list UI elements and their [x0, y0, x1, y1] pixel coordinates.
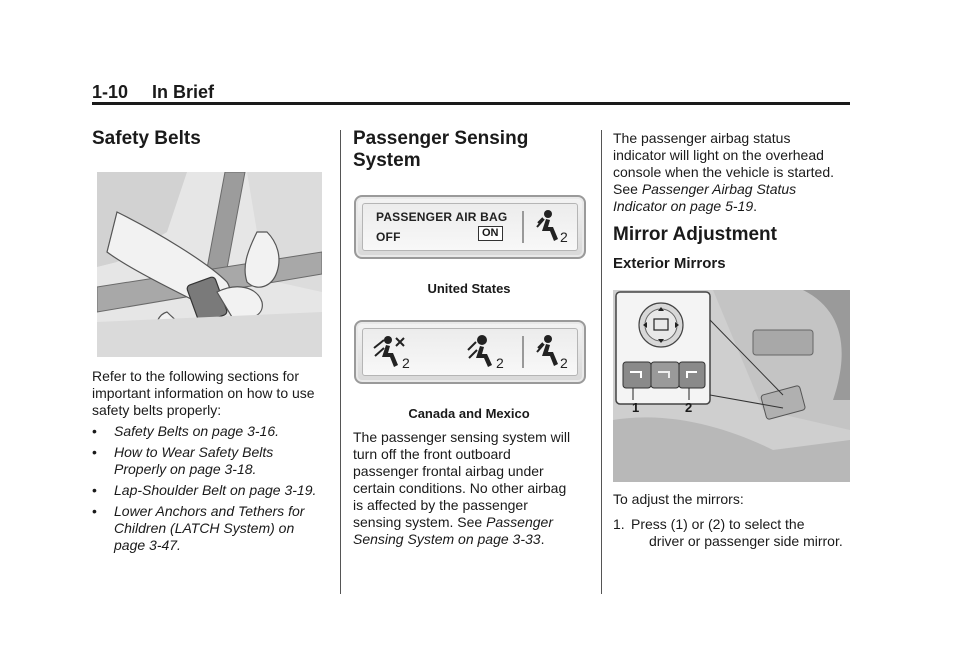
- column-1-body: [92, 368, 337, 554]
- ps-line-6: sensing system. See: [353, 514, 487, 530]
- column-2-body: [353, 429, 598, 548]
- safety-belt-illustration: [97, 172, 322, 357]
- bullet-dot: •: [92, 503, 97, 519]
- passenger-sensing-heading-l1: Passenger Sensing: [353, 128, 529, 149]
- panel-sub-2: 2: [560, 229, 568, 245]
- panel-on-label: ON: [478, 226, 503, 241]
- status-period: .: [753, 198, 757, 214]
- link-passenger-sensing-l2[interactable]: Sensing System on page 3-33: [353, 531, 541, 547]
- ps-period: .: [540, 531, 545, 547]
- panel-sub-2-a: 2: [402, 355, 410, 371]
- status-see: See: [613, 181, 642, 197]
- bullet-dot: •: [92, 482, 97, 498]
- ps-line-5: is affected by the passenger: [353, 497, 528, 513]
- column-divider-2: [601, 130, 602, 594]
- section-title: In Brief: [152, 82, 215, 102]
- link-how-to-wear-l1[interactable]: How to Wear Safety Belts: [114, 444, 274, 460]
- bullet-lap-shoulder[interactable]: [92, 482, 337, 499]
- column-3-top: [613, 130, 858, 215]
- mirror-figure-svg: [613, 290, 850, 482]
- ps-line-4: certain conditions. No other airbag: [353, 480, 567, 496]
- bullet-how-to-wear[interactable]: [92, 444, 337, 478]
- bullet-safety-belts[interactable]: [92, 423, 337, 440]
- status-line-3: console when the vehicle is started.: [613, 164, 835, 180]
- panel-off-text: OFF: [376, 230, 401, 244]
- mirror-control-illustration: [613, 290, 850, 482]
- us-airbag-indicator-panel: [354, 195, 586, 259]
- header-rule: [92, 102, 850, 105]
- column-3-bottom: [613, 491, 858, 550]
- ps-line-2: turn off the front outboard: [353, 446, 511, 462]
- adjust-intro: To adjust the mirrors:: [613, 491, 744, 507]
- panel-sub-2-b: 2: [496, 355, 504, 371]
- figure-label-2: 2: [685, 400, 693, 415]
- mirror-adjustment-heading: Mirror Adjustment: [613, 224, 777, 245]
- link-airbag-status-l2[interactable]: Indicator on page 5-19: [613, 198, 754, 214]
- canada-airbag-indicator-panel: [354, 320, 586, 384]
- ps-line-1: The passenger sensing system will: [353, 429, 571, 445]
- exterior-mirrors-heading: Exterior Mirrors: [613, 255, 726, 272]
- step-number: 1.: [613, 516, 625, 532]
- caption-united-states: United States: [427, 281, 511, 296]
- intro-line-3: safety belts properly:: [92, 402, 222, 418]
- status-line-2: indicator will light on the overhead: [613, 147, 824, 163]
- link-latch-l3[interactable]: page 3-47.: [114, 537, 181, 553]
- step-1-line-2: driver or passenger side mirror.: [649, 533, 843, 549]
- link-safety-belts[interactable]: Safety Belts on page 3-16.: [114, 423, 279, 439]
- ps-line-3: passenger frontal airbag under: [353, 463, 544, 479]
- step-1-line-1: Press (1) or (2) to select the: [631, 516, 805, 532]
- link-passenger-sensing-l1[interactable]: Passenger: [486, 514, 553, 530]
- status-line-1: The passenger airbag status: [613, 130, 791, 146]
- link-airbag-status-l1[interactable]: Passenger Airbag Status: [641, 181, 797, 197]
- exterior-mirrors-block: [613, 255, 858, 273]
- seatbelt-figure-svg: [97, 172, 322, 357]
- panel-sub-2-c: 2: [560, 355, 568, 371]
- column-2-heading: [353, 128, 593, 172]
- column-1: [92, 128, 328, 150]
- passenger-sensing-heading-l2: System: [353, 150, 421, 171]
- mirror-heading-block: [613, 224, 858, 246]
- page-number: 1-10: [92, 82, 129, 102]
- bullet-dot: •: [92, 423, 97, 439]
- safety-belts-heading: Safety Belts: [92, 128, 201, 149]
- caption-canada-mexico: Canada and Mexico: [408, 406, 530, 421]
- column-divider-1: [340, 130, 341, 594]
- panel-separator: [522, 211, 524, 243]
- link-latch-l2[interactable]: Children (LATCH System) on: [114, 520, 295, 536]
- intro-line-1: Refer to the following sections for: [92, 368, 299, 384]
- panel-separator-ca: [522, 336, 524, 368]
- bullet-latch[interactable]: [92, 503, 337, 554]
- panel-passenger-air-bag-text: PASSENGER AIR BAG: [376, 210, 508, 224]
- link-latch-l1[interactable]: Lower Anchors and Tethers for: [114, 503, 305, 519]
- link-how-to-wear-l2[interactable]: Properly on page 3-18.: [114, 461, 257, 477]
- airbag-on-icon: [466, 334, 500, 370]
- intro-line-2: important information on how to use: [92, 385, 315, 401]
- step-1: [613, 516, 858, 550]
- airbag-off-icon: [372, 334, 406, 370]
- link-lap-shoulder[interactable]: Lap-Shoulder Belt on page 3-19.: [114, 482, 317, 498]
- bullet-dot: •: [92, 444, 97, 460]
- figure-label-1: 1: [632, 400, 640, 415]
